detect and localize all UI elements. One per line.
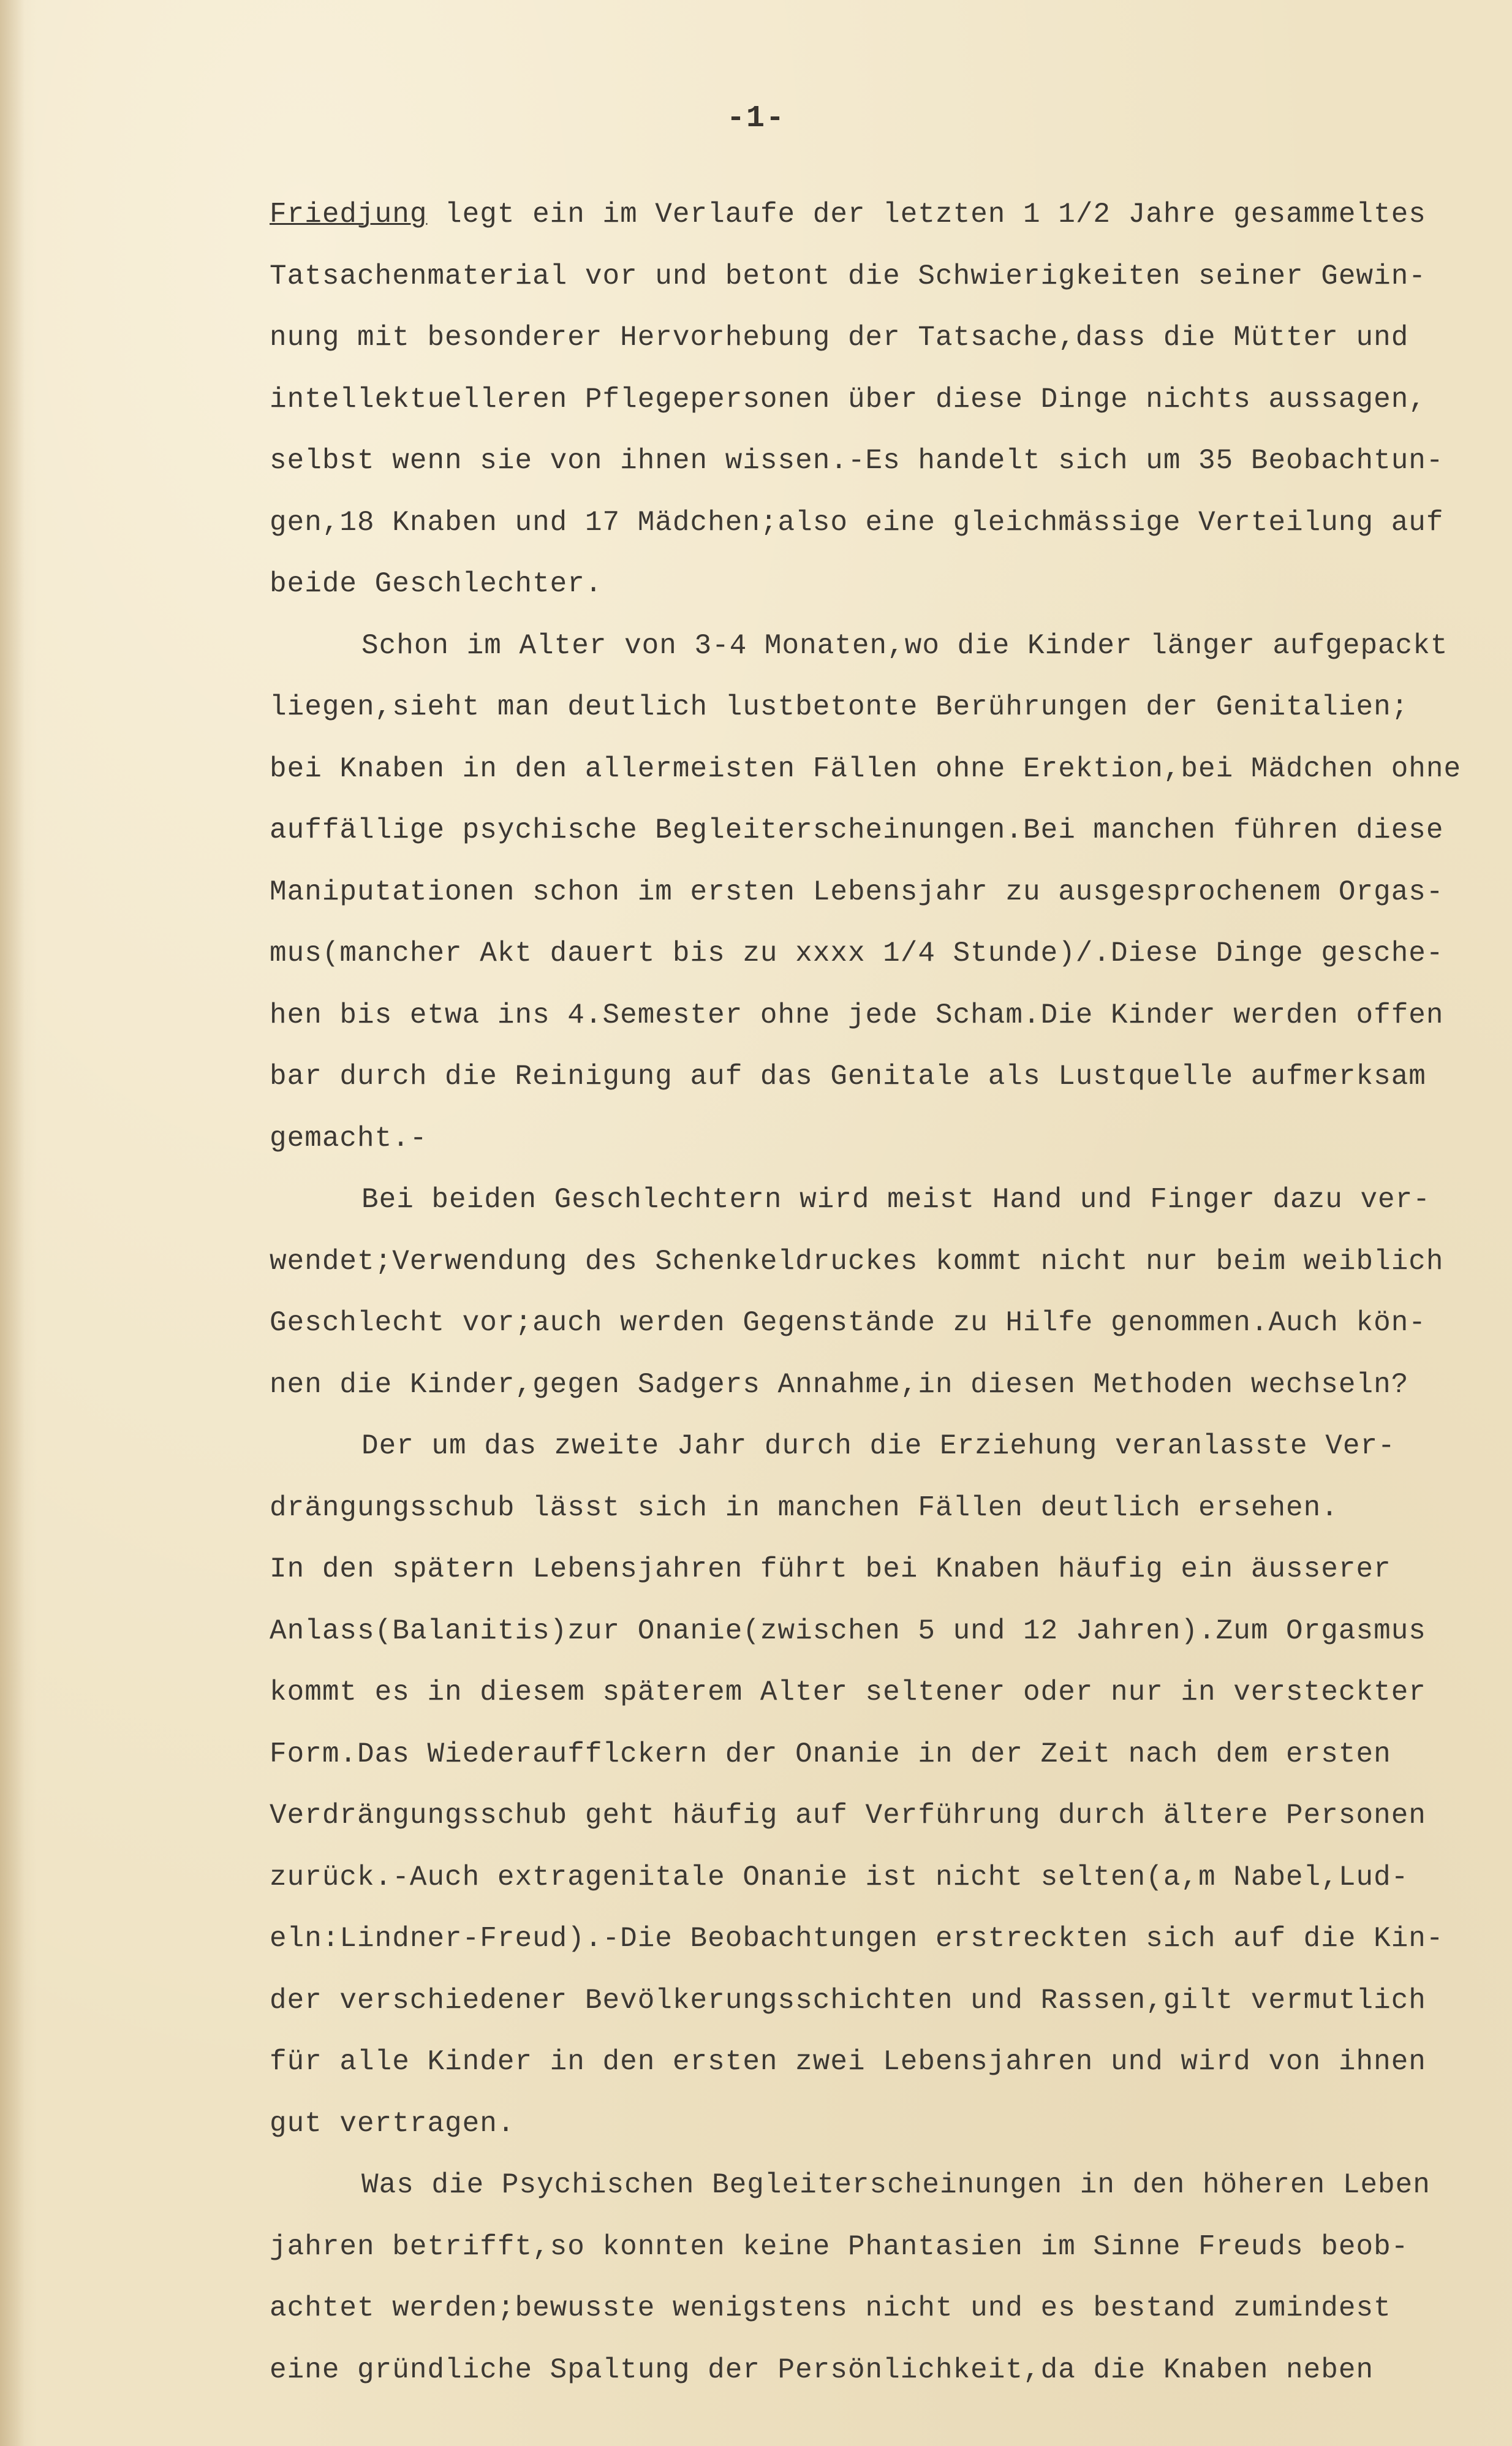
text-line bbox=[270, 1108, 1501, 1170]
line-text: nung mit besonderer Hervorhebung der Tatsache,dass die Mütter und bbox=[270, 322, 1409, 354]
line-text: Form.Das Wiederaufflckern der Onanie in der Zeit nach dem ersten bbox=[270, 1738, 1391, 1770]
line-text: gen,18 Knaben und 17 Mädchen;also eine gleichmässige Verteilung auf bbox=[270, 506, 1444, 539]
text-line bbox=[270, 1169, 1501, 1231]
line-text: Der um das zweite Jahr durch die Erziehung veranlasste Ver- bbox=[361, 1430, 1396, 1462]
text-line bbox=[270, 1847, 1501, 1909]
line-text: Geschlecht vor;auch werden Gegenstände zu Hilfe genommen.Auch kön- bbox=[270, 1307, 1426, 1339]
text-line bbox=[270, 369, 1501, 431]
line-text: Anlass(Balanitis)zur Onanie(zwischen 5 und 12 Jahren).Zum Orgasmus bbox=[270, 1615, 1426, 1647]
line-text: mus(mancher Akt dauert bis zu xxxx 1/4 Stunde)/.Diese Dinge gesche- bbox=[270, 937, 1444, 969]
line-text: Schon im Alter von 3-4 Monaten,wo die Kinder länger aufgepackt bbox=[361, 629, 1448, 662]
line-text: In den spätern Lebensjahren führt bei Knaben häufig ein äusserer bbox=[270, 1553, 1391, 1585]
line-text: Bei beiden Geschlechtern wird meist Hand und Finger dazu ver- bbox=[361, 1184, 1431, 1216]
text-line bbox=[270, 615, 1501, 677]
line-text: eln:Lindner-Freud).-Die Beobachtungen erstreckten sich auf die Kin- bbox=[270, 1923, 1444, 1955]
text-line bbox=[270, 2031, 1501, 2093]
line-text: Verdrängungsschub geht häufig auf Verführung durch ältere Personen bbox=[270, 1800, 1426, 1831]
line-text: zurück.-Auch extragenitale Onanie ist nicht selten(a,m Nabel,Lud- bbox=[270, 1861, 1409, 1893]
page-number: -1- bbox=[726, 101, 785, 136]
text-line bbox=[270, 1231, 1501, 1293]
text-line bbox=[270, 985, 1501, 1047]
text-line bbox=[270, 676, 1501, 738]
text-line bbox=[270, 553, 1501, 615]
text-line bbox=[270, 2216, 1501, 2278]
text-line bbox=[270, 1415, 1501, 1477]
text-line bbox=[270, 738, 1501, 800]
text-line bbox=[270, 1539, 1501, 1600]
text-line bbox=[270, 923, 1501, 985]
line-text: legt ein im Verlaufe der letzten 1 1/2 Jahre gesammeltes bbox=[427, 199, 1426, 230]
text-line bbox=[270, 861, 1501, 923]
line-text: liegen,sieht man deutlich lustbetonte Berührungen der Genitalien; bbox=[270, 691, 1409, 723]
line-text: Was die Psychischen Begleiterscheinungen in den höheren Leben bbox=[361, 2169, 1431, 2201]
line-text: nen die Kinder,gegen Sadgers Annahme,in diesen Methoden wechseln? bbox=[270, 1368, 1409, 1401]
line-text: auffällige psychische Begleiterscheinungen.Bei manchen führen diese bbox=[270, 814, 1444, 846]
line-text: Tatsachenmaterial vor und betont die Schwierigkeiten seiner Gewin- bbox=[270, 260, 1426, 292]
text-line bbox=[270, 430, 1501, 492]
line-text: der verschiedener Bevölkerungsschichten und Rassen,gilt vermutlich bbox=[270, 1984, 1426, 2016]
text-line bbox=[270, 2339, 1501, 2401]
text-line bbox=[270, 2278, 1501, 2339]
text-line bbox=[270, 307, 1501, 369]
text-line bbox=[270, 1662, 1501, 1724]
text-line bbox=[270, 800, 1501, 861]
text-line bbox=[270, 1477, 1501, 1539]
text-line bbox=[270, 1600, 1501, 1662]
author-name: Friedjung bbox=[270, 199, 428, 230]
line-text: drängungsschub lässt sich in manchen Fällen deutlich ersehen. bbox=[270, 1491, 1339, 1524]
text-line bbox=[270, 1785, 1501, 1847]
line-text: intellektuelleren Pflegepersonen über diese Dinge nichts aussagen, bbox=[270, 383, 1426, 415]
line-text: jahren betrifft,so konnten keine Phantasien im Sinne Freuds beob- bbox=[270, 2230, 1409, 2263]
line-text: bei Knaben in den allermeisten Fällen ohne Erektion,bei Mädchen ohne bbox=[270, 752, 1462, 785]
line-text: gut vertragen. bbox=[270, 2107, 515, 2140]
line-text: bar durch die Reinigung auf das Genitale als Lustquelle aufmerksam bbox=[270, 1061, 1426, 1092]
paper-edge-stain bbox=[0, 0, 25, 2446]
text-line bbox=[270, 2154, 1501, 2216]
text-line bbox=[270, 1970, 1501, 2032]
line-text: hen bis etwa ins 4.Semester ohne jede Scham.Die Kinder werden offen bbox=[270, 999, 1444, 1031]
typewritten-body bbox=[270, 184, 1501, 2401]
line-text: wendet;Verwendung des Schenkeldruckes kommt nicht nur beim weiblich bbox=[270, 1245, 1444, 1278]
line-text: Maniputationen schon im ersten Lebensjahr zu ausgesprochenem Orgas- bbox=[270, 876, 1444, 908]
text-line bbox=[270, 1046, 1501, 1108]
line-text: beide Geschlechter. bbox=[270, 568, 603, 600]
line-text: eine gründliche Spaltung der Persönlichkeit,da die Knaben neben bbox=[270, 2353, 1374, 2386]
line-text: gemacht.- bbox=[270, 1122, 428, 1154]
line-text: selbst wenn sie von ihnen wissen.-Es handelt sich um 35 Beobachtun- bbox=[270, 445, 1444, 477]
text-line bbox=[270, 1908, 1501, 1970]
text-line bbox=[270, 2093, 1501, 2155]
line-text: für alle Kinder in den ersten zwei Lebensjahren und wird von ihnen bbox=[270, 2046, 1426, 2078]
text-line bbox=[270, 184, 1501, 246]
text-line bbox=[270, 1354, 1501, 1416]
line-text: achtet werden;bewusste wenigstens nicht und es bestand zumindest bbox=[270, 2292, 1391, 2324]
text-line bbox=[270, 1292, 1501, 1354]
line-text: kommt es in diesem späterem Alter seltener oder nur in versteckter bbox=[270, 1676, 1426, 1708]
text-line bbox=[270, 246, 1501, 308]
text-line bbox=[270, 492, 1501, 554]
text-line bbox=[270, 1724, 1501, 1785]
